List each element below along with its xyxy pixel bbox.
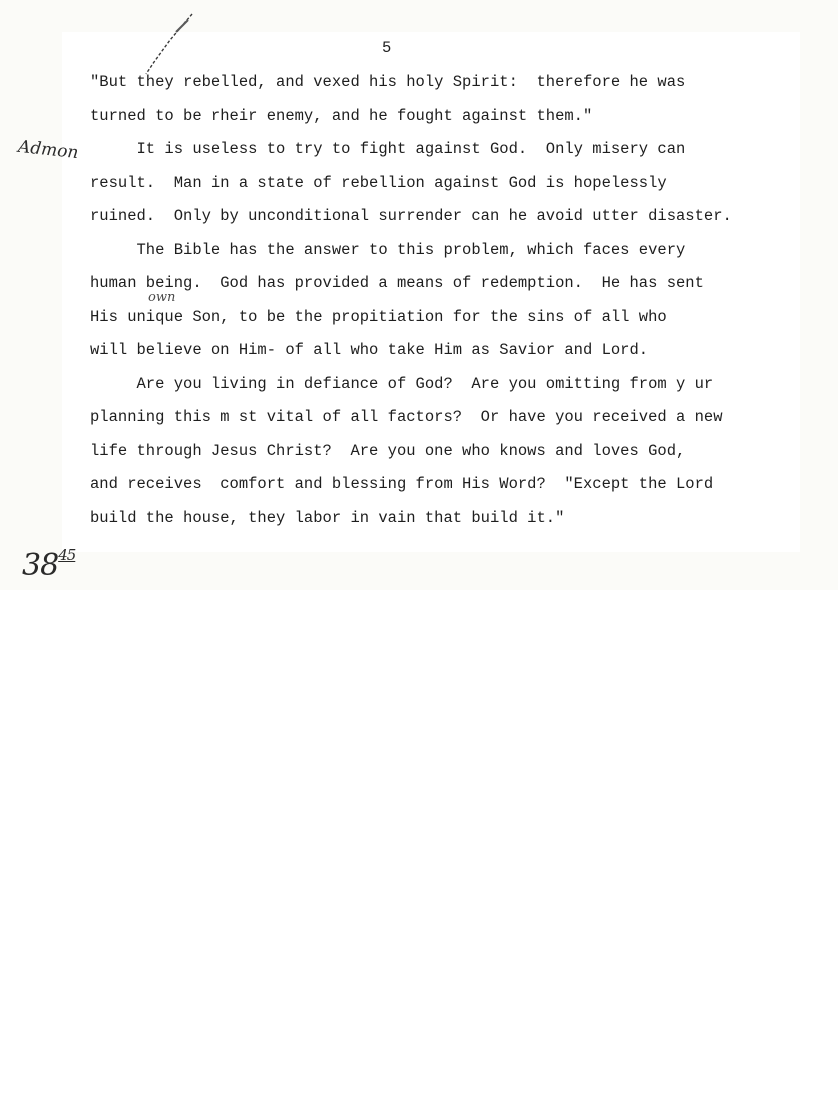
text-line: planning this m st vital of all factors? Or have you received a new [90,408,723,426]
price-main: 38 [22,548,59,583]
handwritten-price [22,548,75,583]
pencil-mark-icon [130,10,200,80]
text-line: turned to be rheir enemy, and he fought against them." [90,106,593,125]
text-line: life through Jesus Christ? Are you one who knows and loves God, [90,441,686,460]
text-line: Are you living in defiance of God? Are you omitting from y ur [90,374,714,393]
text-line: will believe on Him- of all who take Him as Savior and Lord. [90,341,649,359]
handwritten-interlinear-word: own [148,290,176,305]
handwritten-margin-note: Admon [17,136,80,164]
text-line: ruined. Only by unconditional surrender can he avoid utter disaster. [90,207,732,225]
text-line: It is useless to try to fight against God. Only misery can [90,140,686,158]
text-line: result. Man in a state of rebellion against God is hopelessly [90,173,667,192]
text-line: The Bible has the answer to this problem, which faces every [90,240,686,259]
page-number: 5 [382,39,392,57]
text-line: His unique Son, to be the propitiation for the sins of all who [90,307,667,326]
price-cents: 45 [58,546,76,564]
text-line: and receives comfort and blessing from His Word? "Except the Lord [90,475,714,493]
text-line: "But they rebelled, and vexed his holy Spirit: therefore he was [90,73,686,91]
text-line: build the house, they labor in vain that build it." [90,508,565,527]
text-line: human being. God has provided a means of redemption. He has sent [90,274,704,292]
